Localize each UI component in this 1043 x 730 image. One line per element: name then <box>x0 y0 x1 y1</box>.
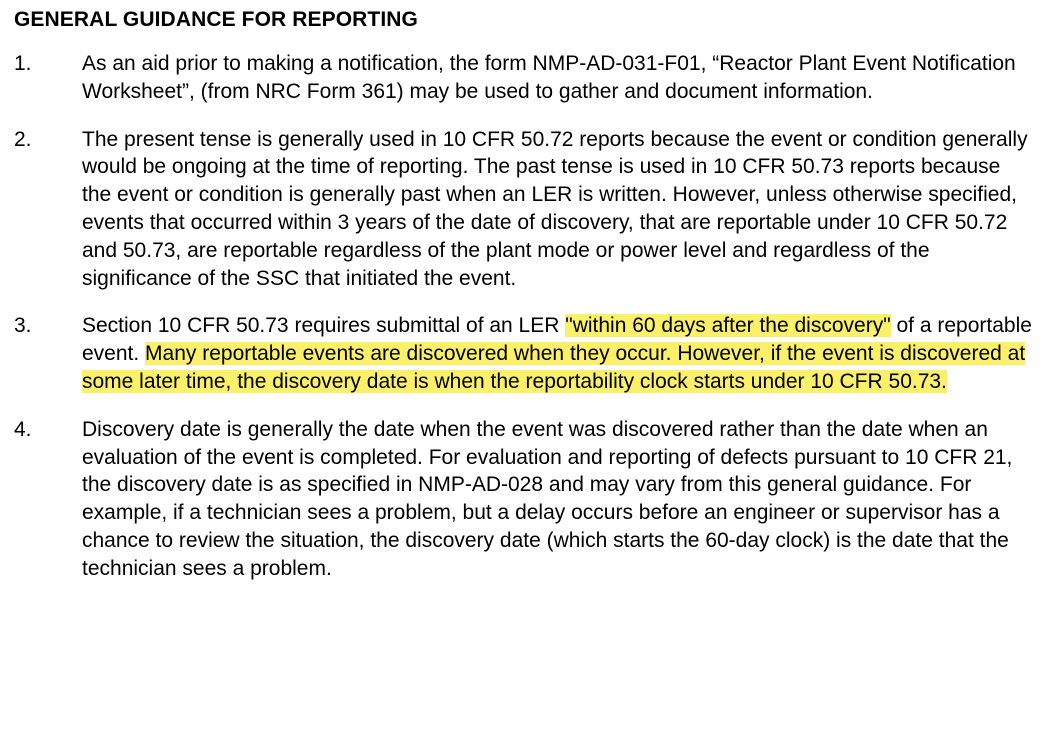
list-item <box>14 50 1036 106</box>
text-segment: As an aid prior to making a notification, the form NMP-AD-031-F01, “Reactor Plant Event Notification Worksheet”, (from NRC Form 361) may be used to gather and document information. <box>82 52 1016 103</box>
text-segment: The present tense is generally used in 10 CFR 50.72 reports because the event or condition generally would be ongoing at the time of reporting. The past tense is used in 10 CFR 50.73 reports because the event or condition is generally past when an LER is written. However, unless otherwise specified, events that occurred within 3 years of the date of discovery, that are reportable under 10 CFR 50.72 and 50.73, are reportable regardless of the plant mode or power level and regardless of the significance of the SSC that initiated the event. <box>82 127 1028 290</box>
item-number: 2. <box>14 127 32 151</box>
text-segment: Discovery date is generally the date when the event was discovered rather than the date when an evaluation of the event is completed. For evaluation and reporting of defects pursuant to 10 CFR 21, the discovery date is as specified in NMP-AD-028 and may vary from this general guidance. For example, if a technician sees a problem, but a delay occurs before an engineer or supervisor has a chance to review the situation, the discovery date (which starts the 60-day clock) is the date that the technician sees a problem. <box>82 417 1013 580</box>
list-item <box>14 126 1036 293</box>
item-text <box>82 50 1036 106</box>
text-segment: of a reportable event. <box>82 314 1032 366</box>
list-item <box>14 416 1036 583</box>
highlighted-text: Many reportable events are discovered when they occur. However, if the event is discovered at some later time, the discovery date is when the reportability clock starts under 10 CFR 50.73. <box>82 342 1026 393</box>
highlighted-text: "within 60 days after the discovery" <box>565 314 891 338</box>
item-number: 3. <box>14 314 32 338</box>
item-text <box>82 126 1036 293</box>
item-number: 1. <box>14 52 32 75</box>
item-text <box>82 312 1036 395</box>
item-number: 4. <box>14 417 32 441</box>
section-heading: GENERAL GUIDANCE FOR REPORTING <box>14 8 418 31</box>
text-segment: Section 10 CFR 50.73 requires submittal of an LER <box>82 314 566 338</box>
list-item <box>14 312 1036 395</box>
document-page <box>14 6 1036 603</box>
item-text <box>82 416 1036 583</box>
